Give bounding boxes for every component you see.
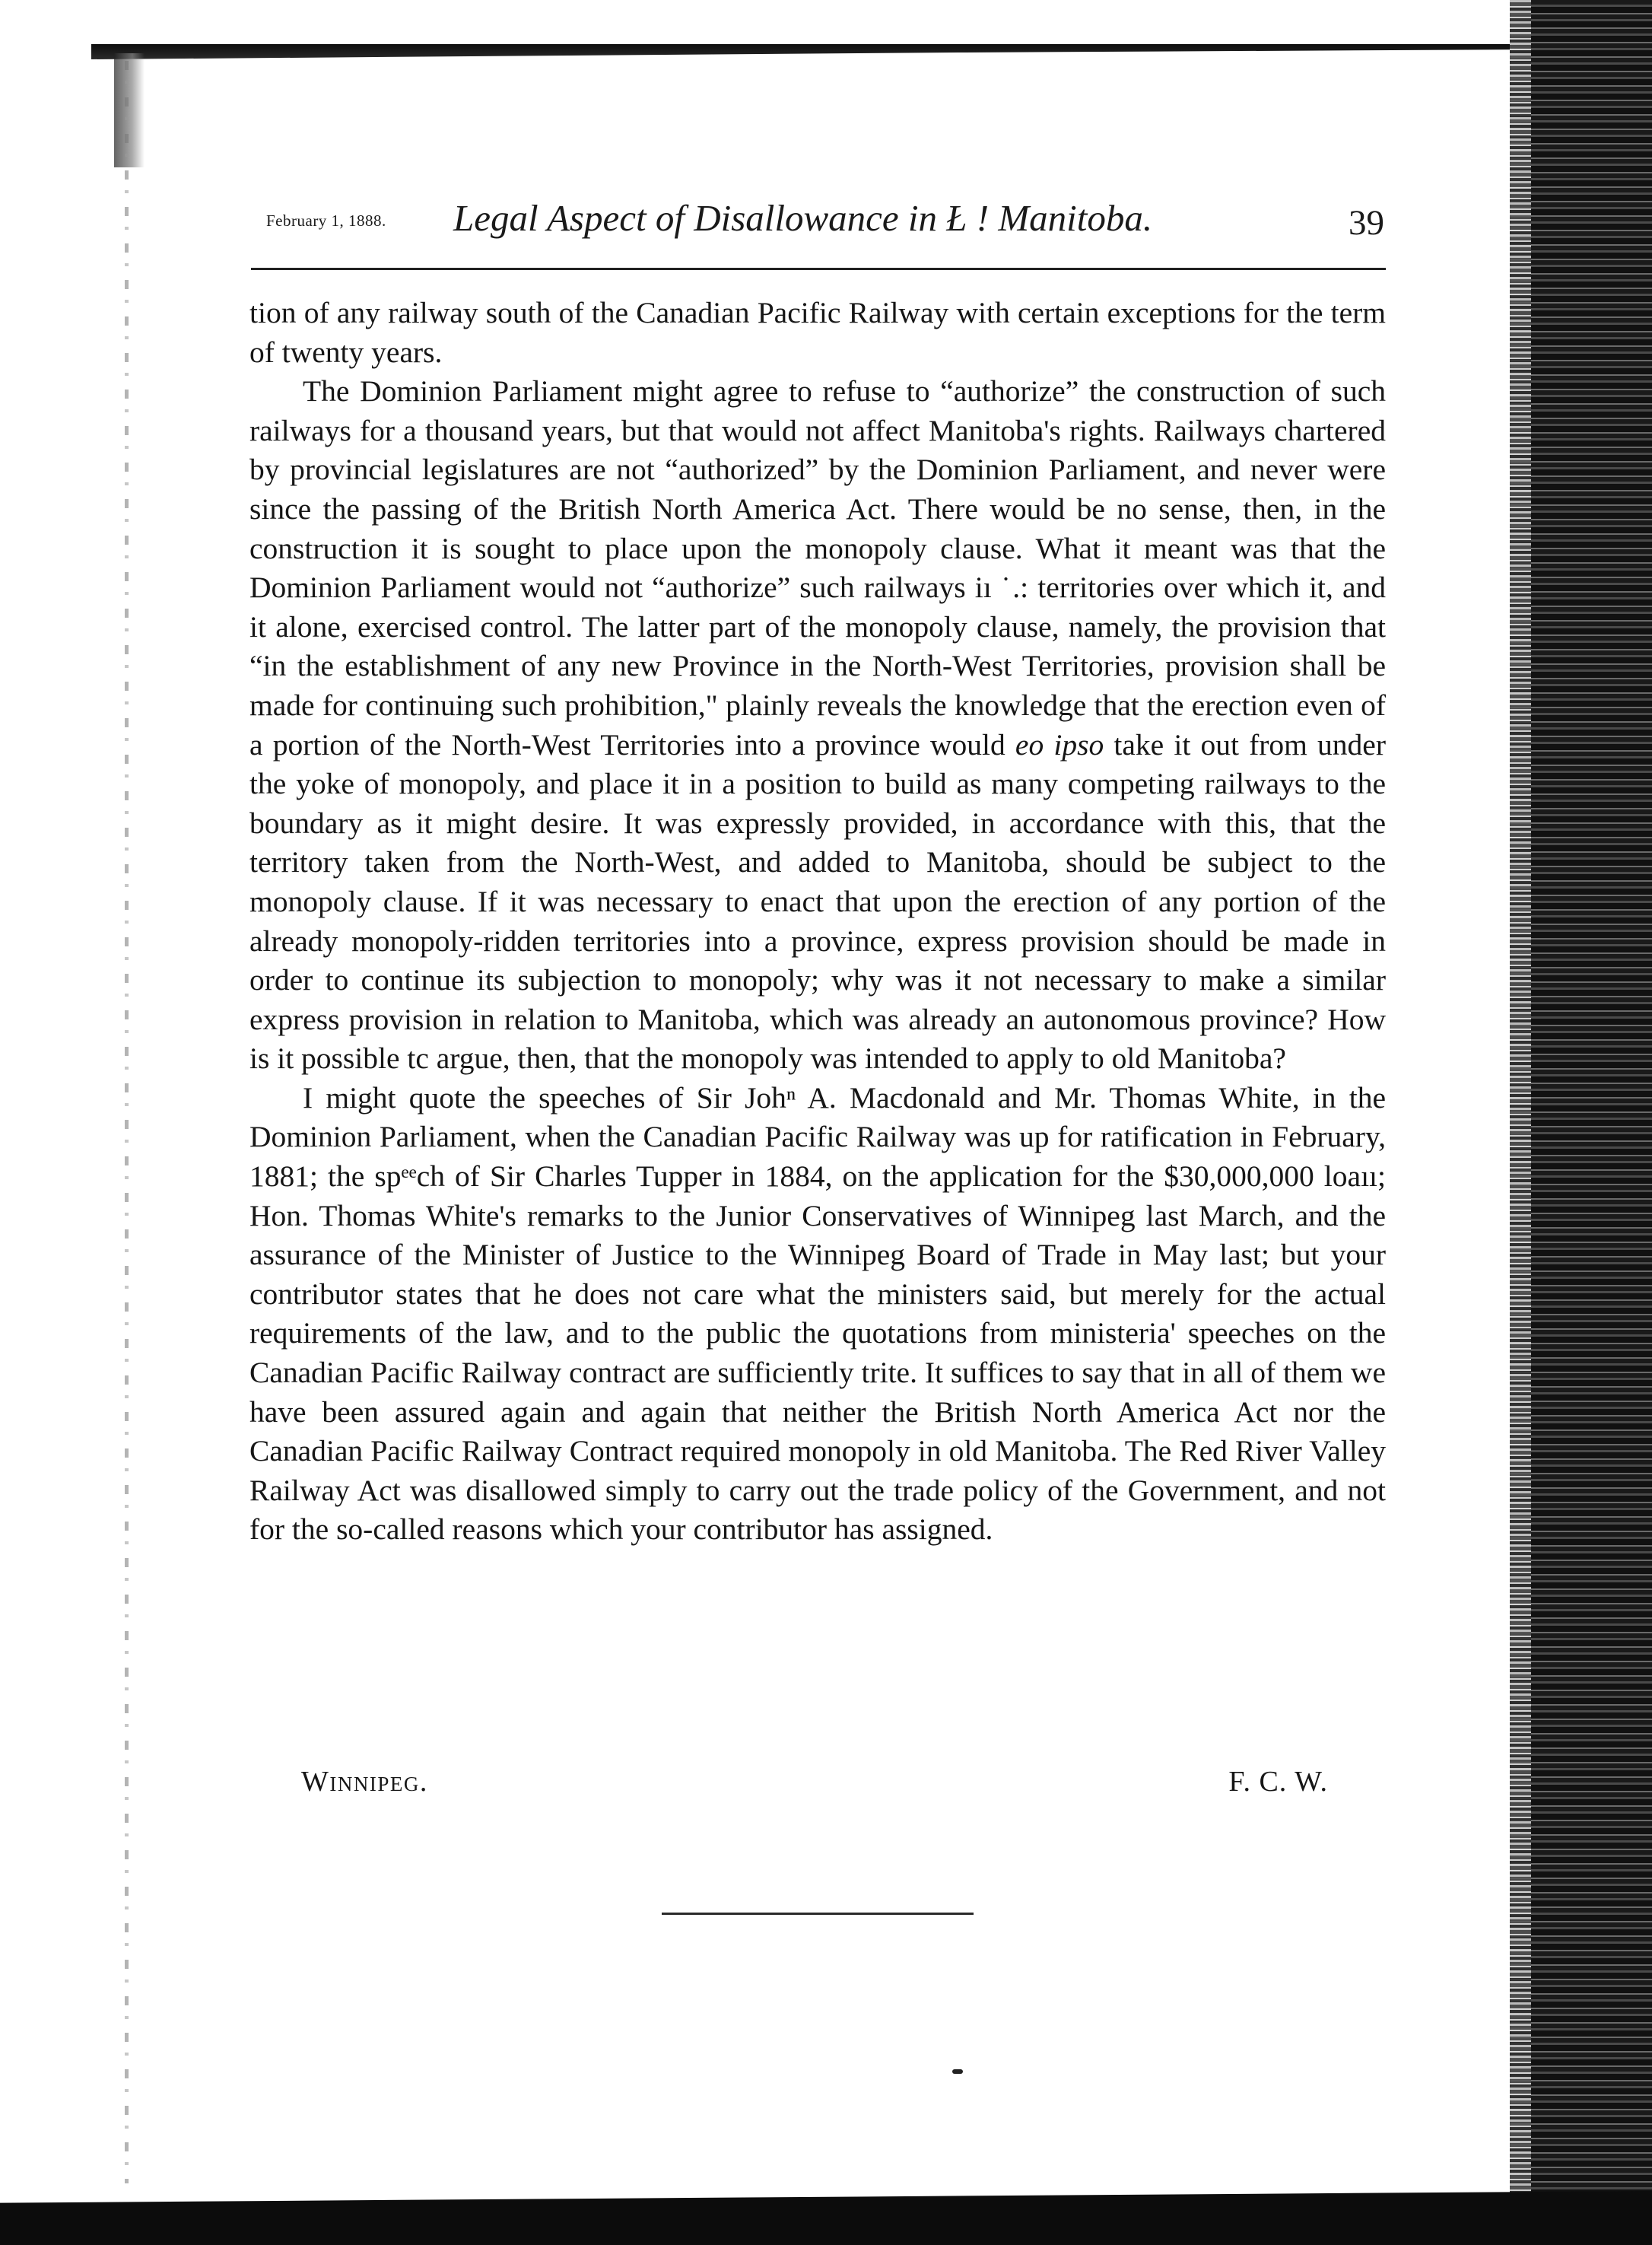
end-rule — [662, 1913, 974, 1915]
paragraph-3: I might quote the speeches of Sir Johⁿ A. Macdonald and Mr. Thomas White, in the Dominion Parliament, when the Canadian Pacific Railway was up for ratification in February, 1881; the spᵉᵉch of Sir Charles Tupper in 1884, on the application for the $30,000,000 loaıı; Hon. Thomas White's remarks to the Junior Conservatives of Winnipeg last March, and the assurance of the Minister of Justice to the Winnipeg Board of Trade in May last; but your contributor states that he does not care what the ministers said, but merely for the actual requirements of the law, and to the public the quotations from ministeria' speeches on the Canadian Pacific Railway contract are sufficiently trite. It suffices to say that in all of them we have been assured again and again that neither the British North America Act nor the Canadian Pacific Railway Contract required monopoly in old Manitoba. The Red River Valley Railway Act was disallowed simply to carry out the trade policy of the Government, and not for the so-called reasons which your contributor has assigned. — [249, 1080, 1386, 1547]
latin-phrase: eo ipso — [1015, 727, 1104, 762]
article-body — [249, 294, 1386, 1550]
scan-bottom-edge — [0, 2191, 1652, 2245]
paragraph-1: tion of any railway south of the Canadian Pacific Railway with certain exceptions for the term of twenty years. — [249, 296, 1386, 369]
closing-place: Winnipeg. — [301, 1766, 428, 1798]
paragraph-2-text: The Dominion Parliament might agree to refuse to “authorize” the construction of such railways for a thousand years, but that would not affect Manitoba's rights. Railways chartered by provincial legislatures are not “authorized” by the Dominion Parliament, and never were since the passing of the British North America Act. There would be no sense, then, in the construction it is sought to place upon the monopoly clause. What it meant was that the Dominion Parliament would not “authorize” such railways iı ˙.: territories over which it, and it alone, exercised control. The latter part of the monopoly clause, namely, the provision that “in the establishment of any new Province in the North-West Territories, provision shall be made for continuing such prohibition," plainly reveals the knowledge that the erection even of a portion of the North-West Territories into a province would — [249, 374, 1386, 762]
paragraph-2 — [249, 372, 1386, 1079]
page-number: 39 — [1349, 203, 1384, 243]
scan-right-edge — [1510, 0, 1652, 2245]
running-header — [266, 196, 1384, 242]
paragraph-2-rest: take it out from under the yoke of monopoly, and place it in a position to build as many competing railways to the boundary as it might desire. It was expressly provided, in accordance with this, that the territory taken from the North-West, and added to Manitoba, should be subject to the monopoly clause. If it was necessary to enact that upon the erection of any portion of the already monopoly-ridden territories into a province, express provision should be made in order to continue its subjection to monopoly; why was it not necessary to make a similar express provision in relation to Manitoba, which was already an autonomous province? How is it possible tc argue, then, that the monopoly was intended to apply to old Manitoba? — [249, 727, 1386, 1076]
header-rule — [251, 268, 1386, 270]
signature: F. C. W. — [1228, 1766, 1328, 1798]
scan-left-corner — [114, 53, 145, 167]
end-mark — [952, 2069, 963, 2074]
scan-top-edge — [91, 44, 1536, 59]
header-title: Legal Aspect of Disallowance in Ł ! Manitoba. — [453, 197, 1153, 239]
scan-left-edge — [125, 61, 129, 2183]
closing-line — [301, 1765, 1328, 1811]
header-date: February 1, 1888. — [266, 211, 386, 230]
